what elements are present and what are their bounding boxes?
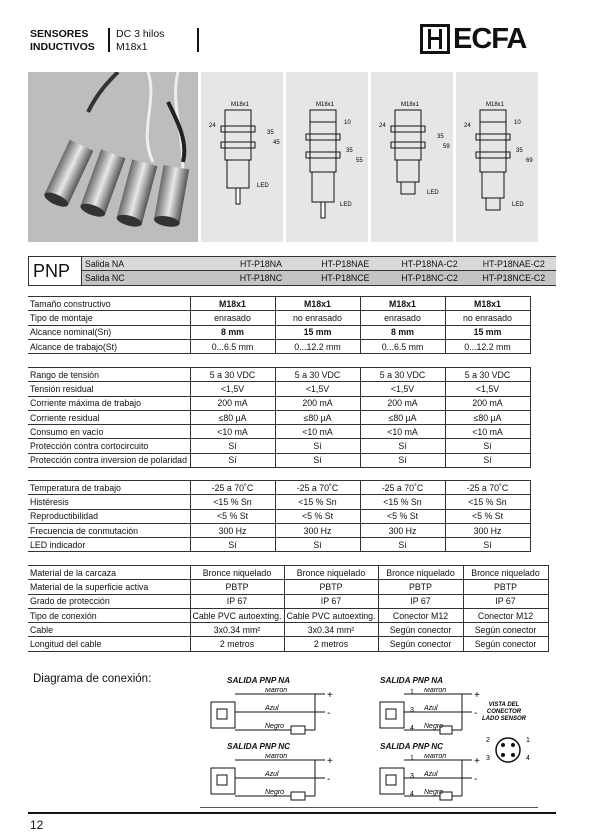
spec-value: PBTP — [463, 580, 548, 594]
spec-value: <5 % St — [275, 509, 360, 523]
spec-value: M18x1 — [360, 297, 445, 311]
schematic-title: SALIDA PNP NC — [227, 742, 291, 751]
spec-value: <15 % Sn — [190, 495, 275, 509]
svg-text:-: - — [474, 774, 478, 785]
spec-value: Sí — [360, 538, 445, 552]
svg-text:LADO SENSOR: LADO SENSOR — [481, 716, 527, 722]
dim-top-label: M18x1 — [231, 102, 250, 108]
spec-value: 0...6.5 mm — [190, 339, 275, 353]
svg-text:Negro: Negro — [424, 789, 444, 796]
spec-row — [28, 566, 548, 580]
svg-text:M18x1: M18x1 — [401, 102, 420, 108]
svg-text:3: 3 — [410, 773, 414, 780]
svg-text:35: 35 — [437, 134, 444, 140]
svg-text:4: 4 — [410, 791, 414, 798]
category-line2: INDUCTIVOS — [30, 41, 95, 53]
spec-value: 2 metros — [284, 637, 378, 651]
spec-value: <10 mA — [360, 425, 445, 439]
spec-value: IP 67 — [463, 594, 548, 608]
svg-text:Marrón: Marrón — [424, 688, 447, 694]
spec-value: 200 mA — [190, 396, 275, 410]
spec-row — [28, 481, 530, 495]
svg-text:4: 4 — [526, 755, 530, 762]
spec-value: Bronce niquelado — [378, 566, 463, 580]
spec-value: -25 a 70˚C — [275, 481, 360, 495]
svg-text:59: 59 — [443, 144, 450, 150]
spec-value: IP 67 — [284, 594, 378, 608]
spec-label: Longitud del cable — [28, 637, 190, 651]
spec-value: <10 mA — [190, 425, 275, 439]
svg-text:Negro: Negro — [265, 789, 285, 796]
spec-label: Temperatura de trabajo — [28, 481, 190, 495]
spec-label: Alcance de trabajo(St) — [28, 339, 190, 353]
spec-label: Corriente residual — [28, 410, 190, 424]
spec-value: <1,5V — [445, 382, 530, 396]
spec-value: Según conector — [378, 623, 463, 637]
spec-value: <10 mA — [445, 425, 530, 439]
svg-text:24: 24 — [464, 123, 471, 129]
wrench-label: 24 — [209, 123, 216, 129]
spec-value: <15 % Sn — [360, 495, 445, 509]
salida-na-label: Salida NA — [85, 258, 125, 269]
spec-label: Corriente máxima de trabajo — [28, 396, 190, 410]
model-title — [116, 28, 164, 54]
svg-text:Negro: Negro — [424, 723, 444, 730]
spec-value: M18x1 — [445, 297, 530, 311]
spec-row — [28, 439, 530, 453]
spec-value: <1,5V — [360, 382, 445, 396]
category-line1: SENSORES — [30, 28, 89, 40]
spec-value: 0...12.2 mm — [445, 339, 530, 353]
schematic-nc-cable — [205, 742, 355, 810]
spec-value: <10 mA — [275, 425, 360, 439]
spec-value: Sí — [445, 453, 530, 467]
spec-value: 200 mA — [445, 396, 530, 410]
schematic-title: SALIDA PNP NA — [227, 676, 291, 685]
spec-value: Bronce niquelado — [190, 566, 284, 580]
svg-text:+: + — [327, 756, 333, 767]
spec-row — [28, 368, 530, 382]
spec-label: Frecuencia de conmutación — [28, 523, 190, 537]
spec-value: Sí — [190, 538, 275, 552]
spec-value: -25 a 70˚C — [445, 481, 530, 495]
spec-value: Sí — [445, 538, 530, 552]
spec-value: Conector M12 — [378, 608, 463, 622]
spec-value: IP 67 — [378, 594, 463, 608]
dimension-drawing-4 — [456, 72, 538, 242]
spec-value: 200 mA — [275, 396, 360, 410]
spec-value: 5 a 30 VDC — [190, 368, 275, 382]
spec-value: <15 % Sn — [275, 495, 360, 509]
dimension-drawing-3 — [371, 72, 453, 242]
spec-row — [28, 523, 530, 537]
svg-text:Azul: Azul — [424, 705, 438, 712]
model-na-1: HT-P18NA — [239, 258, 283, 269]
logo-mark-icon — [420, 24, 450, 54]
header-divider-2 — [197, 28, 199, 52]
svg-text:Azul: Azul — [265, 705, 279, 712]
spec-row — [28, 580, 548, 594]
spec-value: enrasado — [190, 311, 275, 325]
spec-value: Sí — [190, 439, 275, 453]
spec-value: ≤80 µA — [190, 410, 275, 424]
spec-value: Sí — [445, 439, 530, 453]
svg-text:Azul: Azul — [265, 771, 279, 778]
svg-text:10: 10 — [514, 120, 521, 126]
spec-row — [28, 382, 530, 396]
spec-row — [28, 396, 530, 410]
spec-value: 15 mm — [275, 325, 360, 339]
spec-label: Material de la superficie activa — [28, 580, 190, 594]
spec-value: -25 a 70˚C — [190, 481, 275, 495]
spec-value: Sí — [275, 538, 360, 552]
spec-value: PBTP — [190, 580, 284, 594]
svg-text:LED: LED — [427, 190, 439, 196]
led-label: LED — [257, 183, 269, 189]
svg-text:3: 3 — [486, 755, 490, 762]
pnp-row-na — [82, 256, 556, 271]
schematic-title: SALIDA PNP NC — [380, 742, 444, 751]
schematic-na-cable — [205, 676, 355, 744]
dim-a: 35 — [267, 130, 274, 136]
model-na-3: HT-P18NA-C2 — [401, 258, 458, 269]
spec-row — [28, 538, 530, 552]
pnp-label: PNP — [28, 256, 82, 286]
svg-text:VISTA DEL: VISTA DEL — [488, 702, 520, 708]
svg-text:Marrón: Marrón — [265, 754, 288, 760]
spec-value: Según conector — [463, 623, 548, 637]
svg-text:+: + — [474, 756, 480, 767]
spec-label: Cable — [28, 623, 190, 637]
spec-row — [28, 311, 530, 325]
svg-text:-: - — [327, 708, 331, 719]
spec-value: Según conector — [378, 637, 463, 651]
spec-value: PBTP — [284, 580, 378, 594]
svg-text:10: 10 — [344, 120, 351, 126]
model-nc-3: HT-P18NC-C2 — [401, 273, 458, 283]
spec-value: Cable PVC autoexting. — [190, 608, 284, 622]
svg-text:69: 69 — [526, 158, 533, 164]
spec-value: 5 a 30 VDC — [445, 368, 530, 382]
spec-value: 300 Hz — [360, 523, 445, 537]
svg-text:LED: LED — [340, 202, 352, 208]
spec-value: M18x1 — [190, 297, 275, 311]
diagram-title: Diagrama de conexión: — [33, 673, 152, 685]
spec-row — [28, 453, 530, 467]
model-line2: M18x1 — [116, 41, 148, 53]
spec-value: Sí — [190, 453, 275, 467]
salida-nc-label: Salida NC — [85, 273, 125, 283]
svg-text:M18x1: M18x1 — [486, 102, 505, 108]
model-nc-1: HT-P18NC — [239, 273, 283, 283]
spec-value: 300 Hz — [445, 523, 530, 537]
spec-value: 3x0.34 mm² — [284, 623, 378, 637]
svg-text:4: 4 — [410, 725, 414, 732]
svg-text:1: 1 — [410, 755, 414, 762]
spec-value: no enrasado — [275, 311, 360, 325]
spec-value: 2 metros — [190, 637, 284, 651]
spec-value: ≤80 µA — [360, 410, 445, 424]
spec-value: Según conector — [463, 637, 548, 651]
svg-text:3: 3 — [410, 707, 414, 714]
spec-label: Tipo de montaje — [28, 311, 190, 325]
svg-text:Marrón: Marrón — [424, 754, 447, 760]
spec-label: Reproductibilidad — [28, 509, 190, 523]
spec-value: no enrasado — [445, 311, 530, 325]
spec-row — [28, 325, 530, 339]
spec-label: Tamaño constructivo — [28, 297, 190, 311]
spec-value: ≤80 µA — [445, 410, 530, 424]
model-na-2: HT-P18NAE — [321, 258, 370, 269]
spec-value: 8 mm — [190, 325, 275, 339]
spec-value: <1,5V — [190, 382, 275, 396]
spec-value: <5 % St — [360, 509, 445, 523]
diagram-bottom-rule — [200, 807, 538, 808]
spec-value: M18x1 — [275, 297, 360, 311]
svg-text:1: 1 — [526, 737, 530, 744]
spec-row — [28, 637, 548, 651]
spec-label: Tensión residual — [28, 382, 190, 396]
spec-row — [28, 608, 548, 622]
spec-value: 200 mA — [360, 396, 445, 410]
category-title — [30, 28, 110, 54]
svg-text:-: - — [327, 774, 331, 785]
spec-value: Sí — [360, 453, 445, 467]
spec-label: Rango de tensión — [28, 368, 190, 382]
spec-row — [28, 425, 530, 439]
spec-label: LED indicador — [28, 538, 190, 552]
spec-value: Cable PVC autoexting. — [284, 608, 378, 622]
footer-rule — [28, 812, 556, 814]
svg-text:24: 24 — [379, 123, 386, 129]
svg-text:Marrón: Marrón — [265, 688, 288, 694]
spec-table-1 — [28, 296, 531, 354]
svg-text:Negro: Negro — [265, 723, 285, 730]
svg-text:+: + — [474, 690, 480, 701]
spec-label: Protección contra cortocircuito — [28, 439, 190, 453]
spec-label: Alcance nominal(Sn) — [28, 325, 190, 339]
svg-text:1: 1 — [410, 689, 414, 696]
spec-row — [28, 495, 530, 509]
spec-table-3 — [28, 480, 531, 552]
spec-value: 15 mm — [445, 325, 530, 339]
model-line1: DC 3 hilos — [116, 28, 165, 40]
svg-text:CONECTOR: CONECTOR — [486, 709, 522, 715]
svg-text:2: 2 — [486, 737, 490, 744]
dimension-drawing-2 — [286, 72, 368, 242]
model-nc-4: HT-P18NCE-C2 — [482, 273, 546, 283]
spec-value: IP 67 — [190, 594, 284, 608]
spec-value: 3x0.34 mm² — [190, 623, 284, 637]
brand-logo — [420, 22, 540, 56]
spec-row — [28, 594, 548, 608]
spec-value: <1,5V — [275, 382, 360, 396]
spec-value: Sí — [360, 439, 445, 453]
svg-text:-: - — [474, 708, 478, 719]
page-number: 12 — [30, 818, 44, 832]
brand-name: ECFA — [453, 22, 527, 55]
spec-value: 0...12.2 mm — [275, 339, 360, 353]
spec-row — [28, 410, 530, 424]
spec-row — [28, 339, 530, 353]
spec-value: ≤80 µA — [275, 410, 360, 424]
spec-value: <5 % St — [190, 509, 275, 523]
schematic-title: SALIDA PNP NA — [380, 676, 444, 685]
pnp-row-nc — [82, 271, 556, 286]
svg-text:M18x1: M18x1 — [316, 102, 335, 108]
spec-row — [28, 509, 530, 523]
pnp-model-header — [28, 256, 556, 286]
spec-row — [28, 623, 548, 637]
spec-label: Consumo en vacío — [28, 425, 190, 439]
spec-value: 300 Hz — [275, 523, 360, 537]
spec-value: 8 mm — [360, 325, 445, 339]
model-nc-2: HT-P18NCE — [321, 273, 370, 283]
header-divider — [108, 28, 110, 52]
spec-value: -25 a 70˚C — [360, 481, 445, 495]
spec-value: Bronce niquelado — [284, 566, 378, 580]
spec-value: Conector M12 — [463, 608, 548, 622]
model-na-4: HT-P18NAE-C2 — [482, 258, 545, 269]
spec-value: <5 % St — [445, 509, 530, 523]
svg-text:35: 35 — [346, 148, 353, 154]
product-photo — [28, 72, 198, 242]
connector-pinout-icon — [480, 730, 536, 770]
spec-value: enrasado — [360, 311, 445, 325]
spec-value: 5 a 30 VDC — [275, 368, 360, 382]
spec-label: Tipo de conexión — [28, 608, 190, 622]
svg-text:55: 55 — [356, 158, 363, 164]
spec-label: Protección contra inversion de polaridad — [28, 453, 190, 467]
spec-value: 300 Hz — [190, 523, 275, 537]
svg-text:LED: LED — [512, 202, 524, 208]
spec-value: 5 a 30 VDC — [360, 368, 445, 382]
svg-text:+: + — [327, 690, 333, 701]
spec-table-4 — [28, 565, 549, 652]
spec-label: Material de la carcaza — [28, 566, 190, 580]
svg-text:Azul: Azul — [424, 771, 438, 778]
spec-value: PBTP — [378, 580, 463, 594]
spec-value: Sí — [275, 453, 360, 467]
spec-label: Histéresis — [28, 495, 190, 509]
spec-table-2 — [28, 367, 531, 468]
spec-value: <15 % Sn — [445, 495, 530, 509]
dim-b: 45 — [273, 140, 280, 146]
spec-value: Sí — [275, 439, 360, 453]
spec-row — [28, 297, 530, 311]
dimension-drawing-1 — [201, 72, 283, 242]
spec-label: Grado de protección — [28, 594, 190, 608]
spec-value: 0...6.5 mm — [360, 339, 445, 353]
svg-text:35: 35 — [516, 148, 523, 154]
spec-value: Bronce niquelado — [463, 566, 548, 580]
